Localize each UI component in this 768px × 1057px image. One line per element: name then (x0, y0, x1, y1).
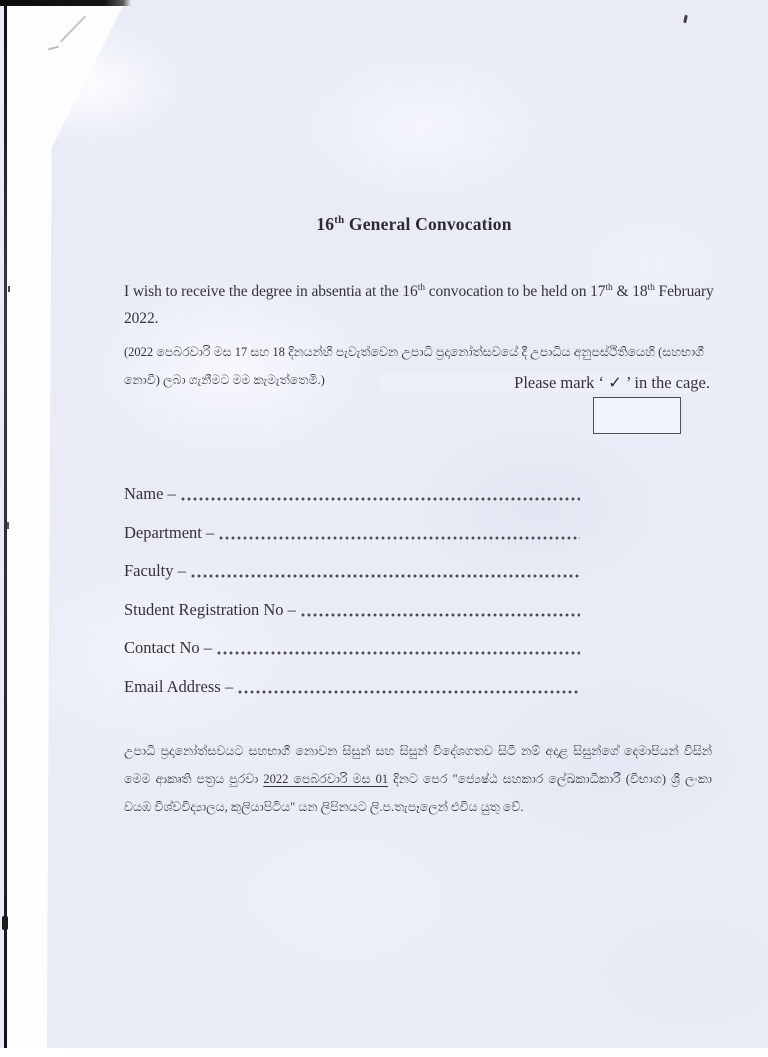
dotted-line (181, 497, 580, 501)
scan-speck (683, 15, 688, 23)
dotted-line (301, 613, 580, 617)
field-name-label: Name – (124, 484, 176, 503)
field-department-label: Department – (124, 523, 215, 542)
mark-instruction: Please mark ‘ ✓ ’ in the cage. (380, 373, 710, 393)
ink-speck (8, 286, 10, 292)
scan-edge-top (0, 0, 131, 6)
dotted-line (238, 690, 580, 694)
title-text: General Convocation (344, 214, 512, 234)
field-contact-no-label: Contact No – (124, 638, 212, 657)
field-contact-no-row (124, 631, 580, 659)
field-email-address-label: Email Address – (124, 677, 234, 696)
tick-cage-box (593, 397, 681, 434)
scan-left-margin (6, 0, 126, 1057)
field-name-row (124, 477, 580, 505)
field-student-registration-no-label: Student Registration No – (124, 600, 296, 619)
ink-speck (2, 916, 8, 930)
field-email-address-row (124, 670, 580, 698)
field-faculty-label: Faculty – (124, 561, 186, 580)
intro-paragraph: I wish to receive the degree in absentia at the 16th convocation to be held on 17th & 18th February 2022. (124, 281, 714, 327)
title-ordinal-superscript: th (334, 214, 345, 227)
ink-speck (7, 522, 9, 529)
title-number: 16 (316, 214, 335, 234)
dotted-line (217, 651, 580, 655)
submission-instructions-sinhala: උපාධි ප්‍රදානෝත්සවයට සහභාගී නොවන සිසුන් සහ සිසුන් විදේශගතව සිටී නම් අදාළ සිසුන්ගේ දෙමාපියන් විසින් මෙම ආකෘති පත්‍රය පුරවා 2022 පෙබරවාරි මස 01 දිනට පෙර "ජ්‍යෙෂ්ඨ සහකාර ලේඛකාධිකාරී (විභාග) ශ්‍රී ලංකා වයඹ විශ්වවිද්‍යාලය, කුලියාපිටිය" යන ලිපිනයට ලි.ප.තැපෑලෙන් එවිය යුතු වේ. (124, 744, 712, 814)
page-title (124, 214, 704, 235)
dotted-line (191, 574, 580, 578)
field-faculty-row (124, 554, 580, 582)
scan-edge-bottom (0, 1048, 768, 1057)
consent-paragraph-sinhala: (2022 පෙබරවාරි මස 17 සහ 18 දිනයන්හි පැවැත්වෙන උපාධි ප්‍රදානෝත්සවයේ දී උපාධිය අනුපස්ථිතියෙහි (සහභාගී නොවී) ලබා ගැනීමට මම කැමැත්තෙමි.) (124, 345, 704, 387)
dotted-line (219, 536, 580, 540)
field-department-row (124, 516, 580, 544)
field-student-registration-no-row (124, 593, 580, 621)
underlined-deadline-date: 2022 පෙබරවාරි මස 01 (263, 772, 389, 786)
